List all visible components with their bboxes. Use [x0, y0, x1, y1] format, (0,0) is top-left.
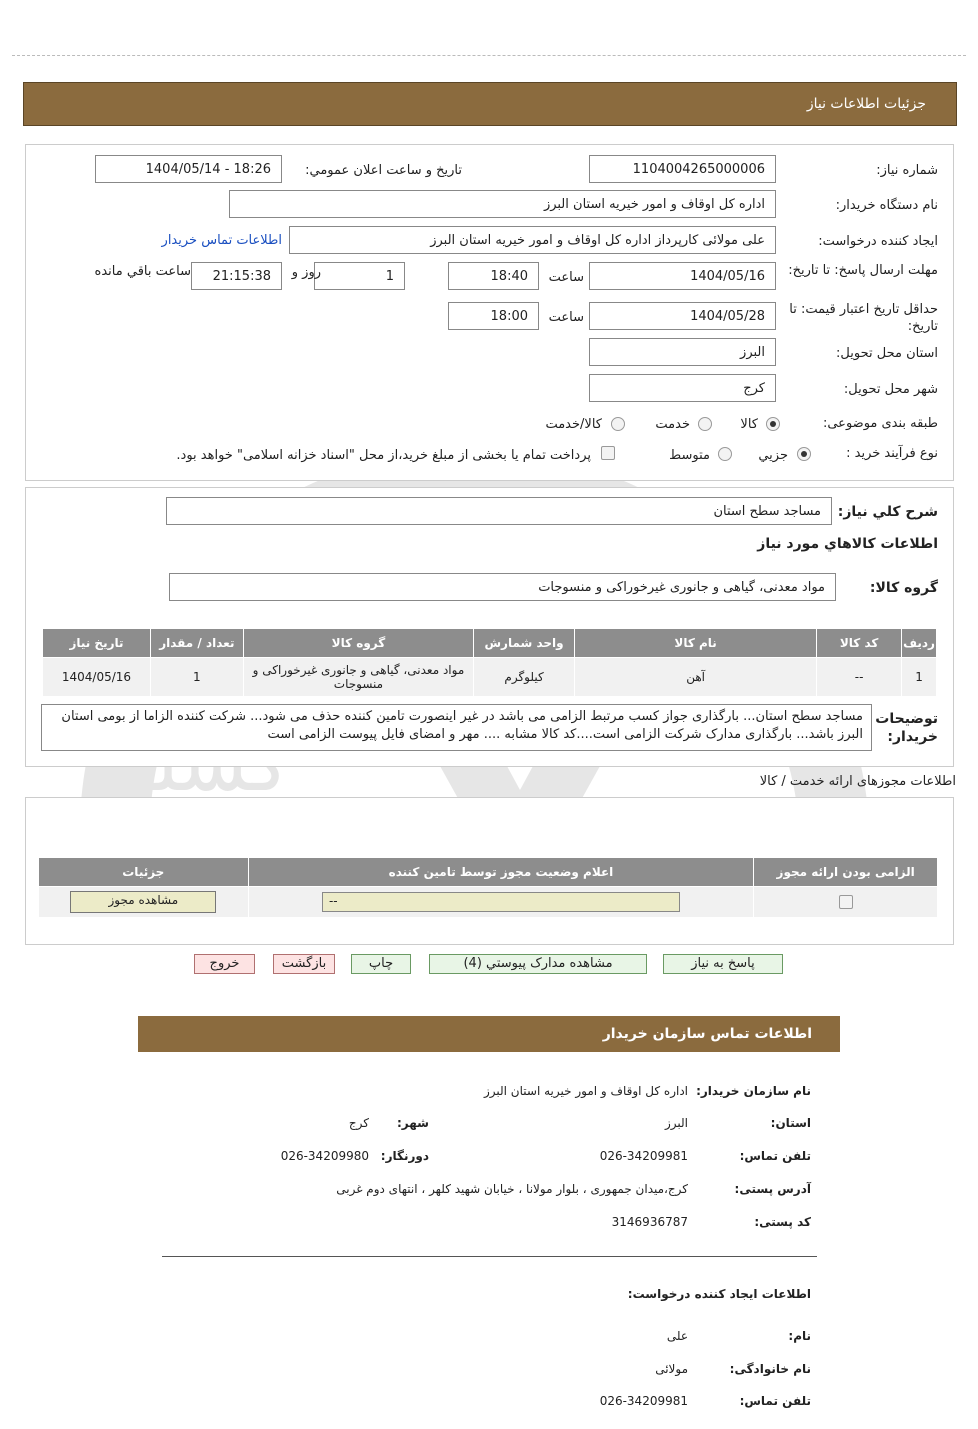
deadline-label: مهلت ارسال پاسخ: تا تاریخ:	[788, 263, 938, 278]
category-option-both: کالا/خدمت	[545, 417, 602, 432]
cell-group: مواد معدنی، گیاهی و جانوری غیرخوراکی و منسوجات	[243, 658, 473, 697]
creator-family-label: نام خانوادگی:	[729, 1362, 811, 1376]
exit-button[interactable]: خروج	[194, 954, 255, 974]
permits-table-header	[39, 858, 938, 887]
treasury-payment-checkbox[interactable]	[601, 446, 615, 460]
contact-divider	[162, 1256, 817, 1257]
goods-info-title: اطلاعات كالاهاي مورد نياز	[757, 536, 938, 552]
category-label: طبقه بندی موضوعی:	[822, 416, 938, 431]
creator-label: ايجاد كننده درخواست:	[818, 234, 938, 249]
creator-family-value: مولائی	[655, 1362, 688, 1376]
org-value: اداره کل اوقاف و امور خيريه استان البرز	[483, 1084, 688, 1098]
org-label: نام سازمان خریدار:	[696, 1084, 811, 1098]
notes-label: توضيحات خريدار:	[875, 711, 938, 745]
creator-phone-value: 026-34209981	[599, 1394, 688, 1408]
permit-required-checkbox	[839, 895, 853, 909]
col-permit-required: الزامی بودن ارائه مجوز	[754, 858, 938, 887]
contact-phone-label: تلفن تماس:	[739, 1149, 811, 1163]
goods-table-header	[43, 629, 937, 658]
process-option-small: جزيي	[758, 448, 788, 463]
buyer-notes-box: مساجد سطح استان... بارگذاری جواز کسب مرتبط الزامی می باشد در غیر اینصورت تامین کننده حذف می شود... شرکت کننده الزاما از بومی استان البرز باشد... بارگذاری مدارک شرکت الزامی است....کد کالا مشابه .... مهر و امضای فایل پیوست الزامی است	[41, 704, 872, 751]
col-unit: واحد شمارش	[474, 629, 575, 658]
province-field: البرز	[589, 338, 776, 366]
col-date: تاريخ نياز	[43, 629, 151, 658]
process-label: نوع فرآیند خرید :	[846, 446, 938, 461]
contact-title: اطلاعات تماس سازمان خريدار	[602, 1026, 812, 1042]
creator-info-title: اطلاعات ایجاد کننده درخواست:	[627, 1287, 811, 1301]
contact-province-label: استان:	[770, 1116, 811, 1130]
cell-code: --	[817, 658, 902, 697]
fax-label: دورنگار:	[380, 1149, 429, 1163]
col-permit-details: جزئیات	[39, 858, 249, 887]
buyer-org-field: اداره کل اوقاف و امور خيريه استان البرز	[229, 190, 776, 218]
city-label: شهر محل تحویل:	[843, 382, 938, 397]
remaining-time-field: 21:15:38	[191, 262, 282, 290]
postal-label: کد پستی:	[754, 1215, 811, 1229]
goods-table	[42, 628, 937, 697]
group-field: مواد معدنی، گیاهی و جانوری غیرخوراکی و منسوجات	[169, 573, 836, 601]
cell-permit-details	[39, 887, 249, 918]
view-permit-button[interactable]: مشاهده مجوز	[70, 891, 216, 913]
cell-permit-required	[754, 887, 938, 918]
print-button[interactable]: چاپ	[351, 954, 411, 974]
buyer-contact-link[interactable]: اطلاعات تماس خريدار	[161, 233, 282, 248]
deadline-time-field: 18:40	[448, 262, 539, 290]
validity-time-field: 18:00	[448, 302, 539, 330]
permits-title: اطلاعات مجوزهای ارائه خدمت / کالا	[759, 774, 956, 789]
validity-time-label: ساعت	[548, 310, 584, 325]
category-option-goods: کالا	[740, 417, 758, 432]
col-row: رديف	[902, 629, 937, 658]
contact-province-value: البرز	[664, 1116, 688, 1130]
need-number-field: 1104004265000006	[589, 155, 776, 183]
need-number-label: شماره نیاز:	[876, 163, 938, 178]
creator-phone-label: تلفن تماس:	[739, 1394, 811, 1408]
announce-field: 1404/05/14 - 18:26	[95, 155, 282, 183]
category-radio-goods[interactable]	[766, 417, 780, 431]
contact-city-value: کرج	[348, 1116, 369, 1130]
city-field: کرج	[589, 374, 776, 402]
permits-table	[38, 857, 938, 918]
table-row	[43, 658, 937, 697]
cell-date: 1404/05/16	[43, 658, 151, 697]
cell-permit-status	[248, 887, 754, 918]
col-group: گروه كالا	[243, 629, 473, 658]
process-option-medium: متوسط	[669, 448, 710, 463]
days-field: 1	[314, 262, 405, 290]
contact-header	[138, 1016, 840, 1052]
page-header	[23, 82, 957, 126]
days-label: روز و	[291, 265, 321, 280]
treasury-payment-note: پرداخت تمام یا بخشی از مبلغ خرید،از محل "اسناد خزانه اسلامی" خواهد بود.	[176, 448, 591, 463]
top-divider	[12, 55, 966, 56]
reply-button[interactable]: پاسخ به نیاز	[663, 954, 783, 974]
col-code: کد کالا	[817, 629, 902, 658]
contact-phone-value: 026-34209981	[599, 1149, 688, 1163]
attachments-button[interactable]: مشاهده مدارک پیوستي (4)	[429, 954, 647, 974]
back-button[interactable]: بازگشت	[273, 954, 335, 974]
group-label: گروه كالا:	[869, 580, 938, 596]
postal-value: 3146936787	[611, 1215, 688, 1229]
category-radio-both[interactable]	[611, 417, 625, 431]
cell-name: آهن	[574, 658, 816, 697]
contact-city-label: شهر:	[397, 1116, 429, 1130]
col-qty: تعداد / مقدار	[150, 629, 243, 658]
buyer-org-label: نام دستگاه خريدار:	[835, 198, 938, 213]
category-radio-service[interactable]	[698, 417, 712, 431]
permit-status-field[interactable]: --	[322, 892, 680, 912]
validity-date-field: 1404/05/28	[589, 302, 776, 330]
cell-unit: کیلوگرم	[474, 658, 575, 697]
page-title: جزئیات اطلاعات نیاز	[806, 96, 926, 112]
announce-label: تاریخ و ساعت اعلان عمومي:	[305, 163, 462, 178]
cell-row: 1	[902, 658, 937, 697]
remaining-label: ساعت باقي مانده	[94, 264, 191, 279]
cell-qty: 1	[150, 658, 243, 697]
address-value: کرج،میدان جمهوری ، بلوار مولانا ، خیابان شهید کلهر ، انتهای دوم غربی	[336, 1182, 688, 1196]
process-radio-medium[interactable]	[718, 447, 732, 461]
address-label: آدرس پستی:	[734, 1182, 811, 1196]
col-permit-status: اعلام وضعیت مجوز توسط تامین کننده	[248, 858, 754, 887]
validity-label: حداقل تاریخ اعتبار قیمت: تا تاریخ:	[789, 302, 938, 334]
province-label: استان محل تحویل:	[836, 346, 938, 361]
desc-label: شرح كلي نياز:	[837, 504, 938, 520]
category-option-service: خدمت	[655, 417, 690, 432]
fax-value: 026-34209980	[280, 1149, 369, 1163]
creator-field: علی مولائی کارپرداز اداره کل اوقاف و امور خيريه استان البرز	[289, 226, 776, 254]
creator-name-label: نام:	[788, 1329, 811, 1343]
deadline-time-label: ساعت	[548, 270, 584, 285]
process-radio-small[interactable]	[797, 447, 811, 461]
col-name: نام كالا	[574, 629, 816, 658]
deadline-date-field: 1404/05/16	[589, 262, 776, 290]
creator-name-value: علی	[666, 1329, 688, 1343]
desc-field: مساجد سطح استان	[166, 497, 832, 525]
table-row	[39, 887, 938, 918]
